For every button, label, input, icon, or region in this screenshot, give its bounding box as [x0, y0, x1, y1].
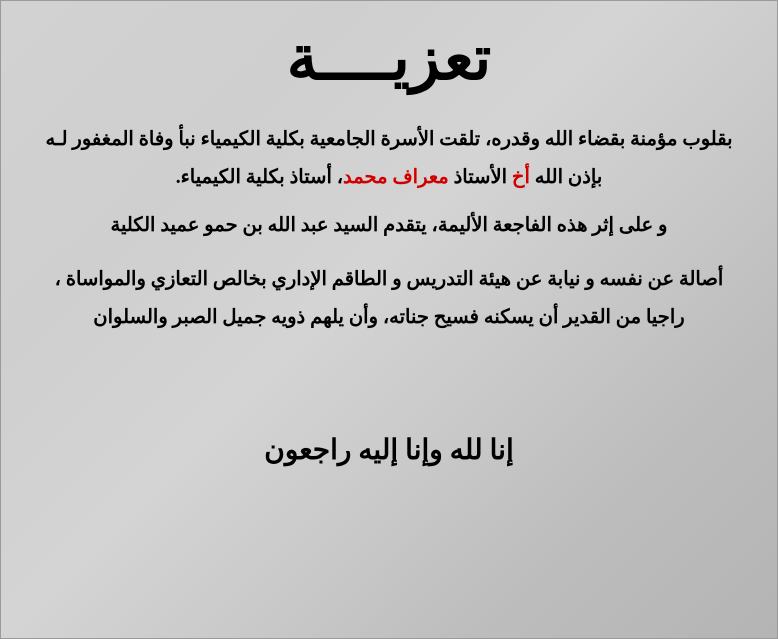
spacer: [29, 341, 749, 371]
paragraph-2: [29, 207, 749, 245]
paragraph-1-segment-5: ، أستاذ بكلية الكيمياء.: [175, 166, 344, 188]
notice-body: [29, 121, 749, 337]
paragraph-3: [29, 261, 749, 337]
paragraph-1-segment-4-highlight: معراف محمد: [343, 166, 449, 188]
paragraph-3-segment-1: أصالة عن نفسه و نيابة عن هيئة التدريس و الطاقم الإداري بخالص التعازي والمواساة ، راجيا من القدير أن يسكنه فسيح جناته، وأن يلهم ذويه جميل الصبر والسلوان: [54, 268, 724, 328]
page-title: تعزيــــة: [286, 25, 492, 93]
paragraph-2-segment-1: و على إثر هذه الفاجعة الأليمة، يتقدم السيد عبد الله بن حمو عميد الكلية: [110, 214, 668, 236]
paragraph-1-segment-2-highlight: أخ: [511, 166, 530, 188]
paragraph-1: [29, 121, 749, 197]
paragraph-1-segment-1: بقلوب مؤمنة بقضاء الله وقدره، تلقت الأسرة الجامعية بكلية الكيمياء نبأ وفاة المغفور لـه بإذن الله: [45, 128, 733, 188]
paragraph-1-segment-3: الأستاذ: [448, 166, 512, 188]
closing-phrase: إنا لله وإنا إليه راجعون: [264, 434, 514, 466]
